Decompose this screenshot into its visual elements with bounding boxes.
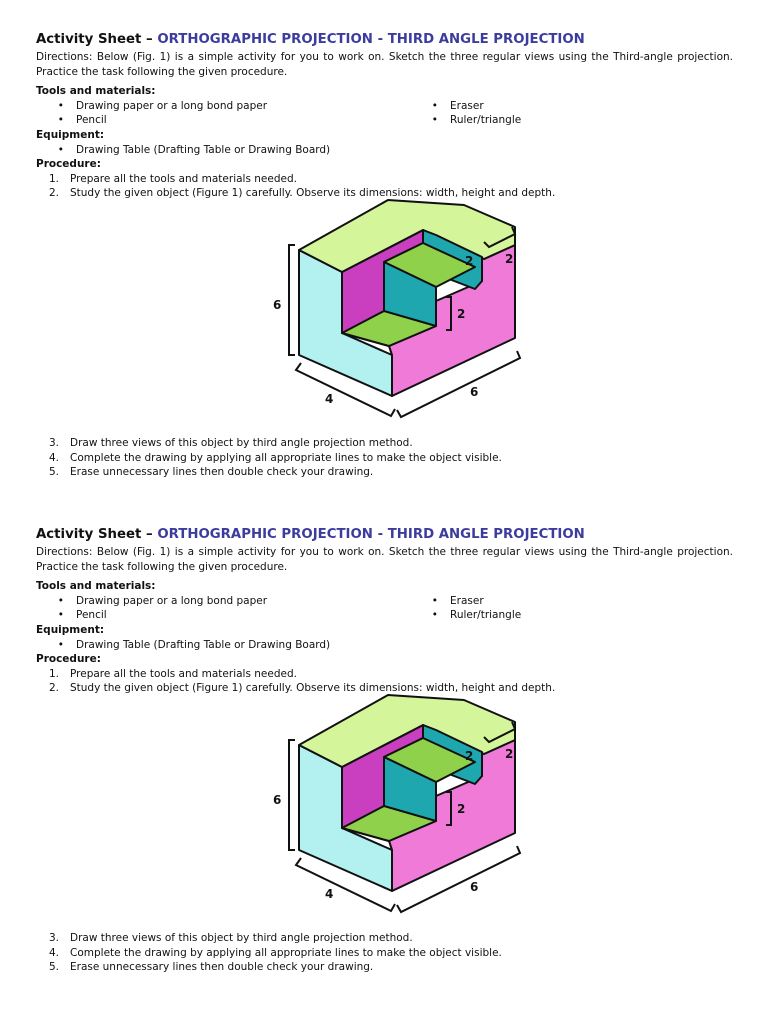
procedure-step (36, 186, 733, 201)
procedure-step (36, 946, 733, 961)
dim-step-height: 2 (457, 801, 466, 816)
tools-heading: Tools and materials: (36, 580, 156, 593)
tool-item (36, 113, 428, 128)
step-text: Complete the drawing by applying all appropriate lines to make the object visible. (70, 946, 502, 959)
step-number: 5. (48, 961, 59, 974)
sheet-title (36, 31, 733, 49)
tool-text: Ruler/triangle (450, 609, 522, 622)
bullet-icon: • (431, 99, 438, 112)
dim-depth: 6 (470, 384, 479, 399)
tool-text: Pencil (76, 609, 107, 622)
bullet-icon: • (57, 609, 64, 622)
step-text: Prepare all the tools and materials needed. (70, 667, 297, 680)
title-accent: ORTHOGRAPHIC PROJECTION - THIRD ANGLE PROJECTION (157, 32, 585, 47)
activity-sheet (36, 526, 733, 975)
tools-left-col (36, 99, 428, 128)
tools-list (36, 99, 733, 128)
isometric-object-drawing (273, 205, 539, 430)
step-number: 4. (48, 946, 59, 959)
tools-left-col (36, 594, 428, 623)
tool-text: Drawing paper or a long bond paper (76, 594, 268, 607)
step-text: Draw three views of this object by third angle projection method. (70, 931, 413, 944)
step-text: Complete the drawing by applying all appropriate lines to make the object visible. (70, 451, 502, 464)
sheet-container-2 (36, 526, 733, 975)
title-accent: ORTHOGRAPHIC PROJECTION - THIRD ANGLE PROJECTION (157, 527, 585, 542)
tool-item (428, 99, 521, 114)
isometric-figure (273, 205, 539, 430)
equipment-heading: Equipment: (36, 623, 105, 636)
bullet-icon: • (57, 638, 64, 651)
dim-height: 6 (273, 297, 282, 312)
tool-text: Drawing paper or a long bond paper (76, 99, 268, 112)
bullet-icon: • (431, 594, 438, 607)
equipment-text: Drawing Table (Drafting Table or Drawing Board) (76, 638, 331, 651)
step-text: Erase unnecessary lines then double check your drawing. (70, 961, 374, 974)
procedure-step (36, 667, 733, 682)
tool-text: Ruler/triangle (450, 114, 522, 127)
tool-text: Eraser (450, 99, 484, 112)
height-bracket (289, 740, 295, 850)
step-number: 1. (48, 172, 59, 185)
dim-step-height: 2 (457, 306, 466, 321)
tool-item (36, 594, 428, 609)
tools-list (36, 594, 733, 623)
dim-width: 4 (325, 886, 334, 901)
step-number: 4. (48, 451, 59, 464)
equipment-item (36, 143, 733, 158)
sheet-container-1 (36, 31, 733, 480)
procedure-step (36, 172, 733, 187)
equipment-heading: Equipment: (36, 128, 105, 141)
equipment-item (36, 638, 733, 653)
height-bracket (289, 245, 295, 355)
procedure-step (36, 931, 733, 946)
step-number: 3. (48, 931, 59, 944)
bullet-icon: • (57, 114, 64, 127)
equipment-text: Drawing Table (Drafting Table or Drawing Board) (76, 143, 331, 156)
isometric-figure (273, 700, 539, 925)
step-text: Prepare all the tools and materials needed. (70, 172, 297, 185)
step-number: 2. (48, 187, 59, 200)
dim-height: 6 (273, 792, 282, 807)
sheet-title (36, 526, 733, 544)
procedure-step (36, 681, 733, 696)
title-prefix: Activity Sheet – (36, 32, 158, 47)
directions-text: Directions: Below (Fig. 1) is a simple activity for you to work on. Sketch the three regular views using the Third-angle projection. Practice the task following the given procedure. (36, 546, 733, 573)
step-number: 5. (48, 466, 59, 479)
tool-item (36, 608, 428, 623)
dim-width: 4 (325, 391, 334, 406)
bullet-icon: • (57, 594, 64, 607)
tool-item (428, 113, 521, 128)
bullet-icon: • (57, 99, 64, 112)
procedure-step (36, 451, 733, 466)
isometric-object-drawing (273, 700, 539, 925)
dim-depth: 6 (470, 879, 479, 894)
dim-notch: 2 (505, 251, 514, 266)
step-text: Study the given object (Figure 1) carefully. Observe its dimensions: width, height and depth. (70, 187, 556, 200)
tool-text: Eraser (450, 594, 484, 607)
dim-step-depth: 2 (465, 748, 474, 763)
step-text: Study the given object (Figure 1) carefully. Observe its dimensions: width, height and depth. (70, 682, 556, 695)
tool-text: Pencil (76, 114, 107, 127)
bullet-icon: • (431, 609, 438, 622)
procedure-heading: Procedure: (36, 158, 101, 171)
bullet-icon: • (57, 143, 64, 156)
procedure-heading: Procedure: (36, 653, 101, 666)
tools-right-col (428, 99, 521, 128)
tool-item (36, 99, 428, 114)
step-number: 3. (48, 436, 59, 449)
title-prefix: Activity Sheet – (36, 527, 158, 542)
directions-text: Directions: Below (Fig. 1) is a simple activity for you to work on. Sketch the three regular views using the Third-angle projection. Practice the task following the given procedure. (36, 51, 733, 78)
procedure-step (36, 436, 733, 451)
tools-heading: Tools and materials: (36, 85, 156, 98)
bullet-icon: • (431, 114, 438, 127)
activity-sheet (36, 31, 733, 480)
step-text: Draw three views of this object by third angle projection method. (70, 436, 413, 449)
procedure-step (36, 960, 733, 975)
dim-step-depth: 2 (465, 253, 474, 268)
step-text: Erase unnecessary lines then double check your drawing. (70, 466, 374, 479)
tools-right-col (428, 594, 521, 623)
dim-notch: 2 (505, 746, 514, 761)
tool-item (428, 594, 521, 609)
tool-item (428, 608, 521, 623)
procedure-step (36, 465, 733, 480)
step-number: 1. (48, 667, 59, 680)
step-number: 2. (48, 682, 59, 695)
